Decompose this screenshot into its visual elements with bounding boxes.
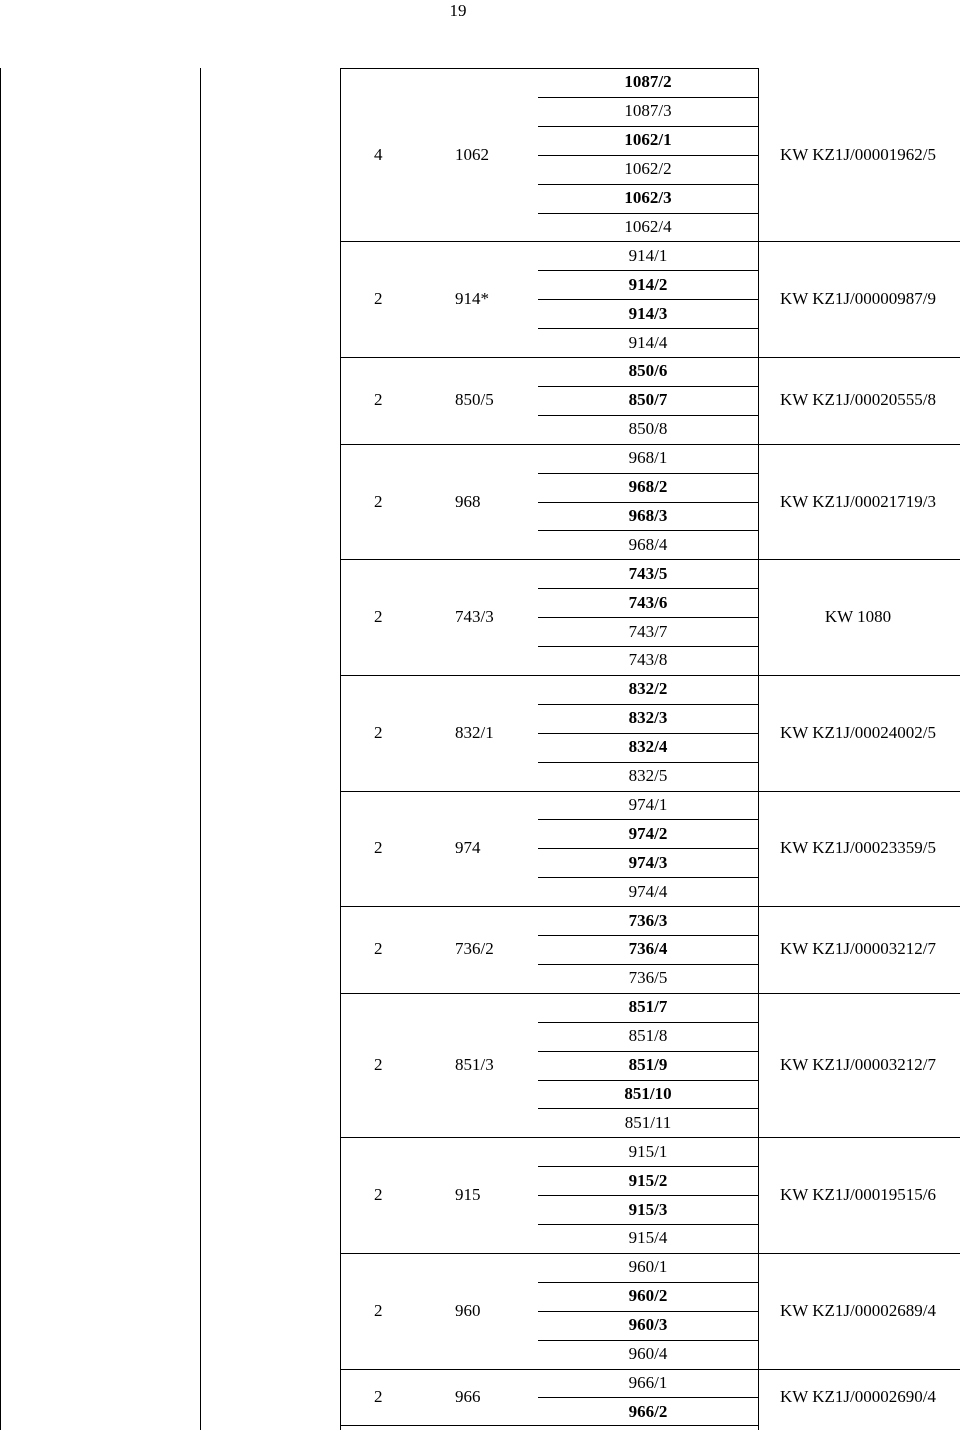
parcel-number: 960 (455, 1300, 481, 1320)
group-number: 2 (374, 1387, 383, 1407)
land-register-number: KW 1080 (824, 607, 892, 627)
sub-parcel-number: 960/3 (628, 1315, 668, 1335)
land-register-number: KW KZ1J/00000987/9 (780, 289, 936, 309)
row-divider (340, 1253, 960, 1254)
sub-parcel-number: 832/2 (628, 679, 668, 699)
sub-parcel-number: 1062/1 (624, 130, 672, 150)
row-divider (538, 1397, 758, 1398)
row-divider (538, 733, 758, 734)
group-number: 2 (374, 722, 383, 742)
sub-parcel-number: 974/2 (628, 823, 668, 843)
sub-parcel-number: 914/4 (628, 332, 668, 352)
group-number: 4 (374, 144, 383, 164)
row-divider (340, 241, 960, 242)
parcel-number: 851/3 (455, 1055, 494, 1075)
land-register-number: KW KZ1J/00023359/5 (780, 838, 936, 858)
row-divider (538, 1166, 758, 1167)
row-divider (538, 617, 758, 618)
sub-parcel-number: 974/3 (628, 852, 668, 872)
row-divider (538, 704, 758, 705)
sub-parcel-number: 915/4 (628, 1228, 668, 1248)
sub-parcel-number: 914/2 (628, 274, 668, 294)
group-number: 2 (374, 1300, 383, 1320)
sub-parcel-number: 851/10 (624, 1083, 672, 1103)
page-number: 19 (449, 1, 467, 20)
sub-parcel-number: 966/1 (628, 1372, 668, 1392)
row-divider (538, 328, 758, 329)
column-divider (340, 68, 341, 1430)
row-divider (538, 848, 758, 849)
column-divider (200, 68, 201, 1430)
row-divider (538, 762, 758, 763)
row-divider (538, 1282, 758, 1283)
row-divider (340, 1369, 960, 1370)
row-divider (538, 502, 758, 503)
row-divider (340, 1425, 758, 1426)
row-divider (340, 675, 960, 676)
sub-parcel-number: 968/2 (628, 477, 668, 497)
sub-parcel-number: 1062/2 (624, 159, 672, 179)
row-divider (538, 184, 758, 185)
row-divider (538, 386, 758, 387)
row-divider (340, 559, 960, 560)
sub-parcel-number: 915/1 (628, 1141, 668, 1161)
row-divider (538, 97, 758, 98)
row-divider (538, 299, 758, 300)
parcel-table (0, 68, 960, 1430)
sub-parcel-number: 914/3 (628, 303, 668, 323)
row-divider (340, 444, 960, 445)
row-divider (340, 906, 960, 907)
row-divider (538, 1195, 758, 1196)
group-number: 2 (374, 1055, 383, 1075)
sub-parcel-number: 850/7 (628, 390, 668, 410)
sub-parcel-number: 832/3 (628, 708, 668, 728)
sub-parcel-number: 1087/3 (624, 101, 672, 121)
parcel-number: 915 (455, 1185, 481, 1205)
parcel-number: 850/5 (455, 390, 494, 410)
sub-parcel-number: 851/8 (628, 1026, 668, 1046)
row-divider (538, 1022, 758, 1023)
row-divider (340, 357, 960, 358)
row-divider (538, 1080, 758, 1081)
sub-parcel-number: 736/4 (628, 939, 668, 959)
row-divider (340, 68, 758, 69)
parcel-number: 966 (455, 1387, 481, 1407)
parcel-number: 743/3 (455, 607, 494, 627)
group-number: 2 (374, 491, 383, 511)
column-divider (758, 68, 759, 1430)
row-divider (538, 213, 758, 214)
row-divider (538, 155, 758, 156)
row-divider (340, 791, 960, 792)
row-divider (538, 1224, 758, 1225)
sub-parcel-number: 960/2 (628, 1286, 668, 1306)
sub-parcel-number: 915/2 (628, 1170, 668, 1190)
sub-parcel-number: 743/7 (628, 621, 668, 641)
sub-parcel-number: 851/11 (624, 1112, 672, 1132)
table-border-left (0, 68, 1, 1430)
sub-parcel-number: 968/4 (628, 534, 668, 554)
sub-parcel-number: 1087/2 (624, 72, 672, 92)
sub-parcel-number: 960/1 (628, 1257, 668, 1277)
row-divider (538, 1051, 758, 1052)
parcel-number: 914* (455, 289, 489, 309)
group-number: 2 (374, 838, 383, 858)
sub-parcel-number: 850/8 (628, 419, 668, 439)
sub-parcel-number: 974/4 (628, 881, 668, 901)
row-divider (538, 270, 758, 271)
group-number: 2 (374, 939, 383, 959)
row-divider (340, 993, 960, 994)
row-divider (340, 1137, 960, 1138)
row-divider (538, 935, 758, 936)
sub-parcel-number: 736/3 (628, 910, 668, 930)
row-divider (538, 415, 758, 416)
sub-parcel-number: 974/1 (628, 794, 668, 814)
sub-parcel-number: 851/9 (628, 1055, 668, 1075)
sub-parcel-number: 743/8 (628, 650, 668, 670)
sub-parcel-number: 832/4 (628, 737, 668, 757)
land-register-number: KW KZ1J/00001962/5 (780, 144, 936, 164)
land-register-number: KW KZ1J/00002689/4 (780, 1300, 936, 1320)
row-divider (538, 819, 758, 820)
group-number: 2 (374, 289, 383, 309)
group-number: 2 (374, 607, 383, 627)
land-register-number: KW KZ1J/00003212/7 (780, 939, 936, 959)
row-divider (538, 646, 758, 647)
row-divider (538, 473, 758, 474)
row-divider (538, 964, 758, 965)
sub-parcel-number: 832/5 (628, 766, 668, 786)
parcel-number: 974 (455, 838, 481, 858)
land-register-number: KW KZ1J/00024002/5 (780, 722, 936, 742)
sub-parcel-number: 743/5 (628, 563, 668, 583)
row-divider (538, 1311, 758, 1312)
sub-parcel-number: 960/4 (628, 1344, 668, 1364)
sub-parcel-number: 850/6 (628, 361, 668, 381)
group-number: 2 (374, 390, 383, 410)
land-register-number: KW KZ1J/00003212/7 (780, 1055, 936, 1075)
sub-parcel-number: 1062/4 (624, 216, 672, 236)
row-divider (538, 877, 758, 878)
land-register-number: KW KZ1J/00021719/3 (780, 491, 936, 511)
sub-parcel-number: 743/6 (628, 592, 668, 612)
land-register-number: KW KZ1J/00019515/6 (780, 1185, 936, 1205)
sub-parcel-number: 968/3 (628, 505, 668, 525)
parcel-number: 1062 (455, 144, 489, 164)
group-number: 2 (374, 1185, 383, 1205)
row-divider (538, 1340, 758, 1341)
parcel-number: 832/1 (455, 722, 494, 742)
row-divider (538, 1108, 758, 1109)
row-divider (538, 588, 758, 589)
sub-parcel-number: 915/3 (628, 1199, 668, 1219)
land-register-number: KW KZ1J/00002690/4 (780, 1387, 936, 1407)
row-divider (538, 530, 758, 531)
sub-parcel-number: 736/5 (628, 968, 668, 988)
land-register-number: KW KZ1J/00020555/8 (780, 390, 936, 410)
sub-parcel-number: 1062/3 (624, 188, 672, 208)
row-divider (538, 126, 758, 127)
parcel-number: 736/2 (455, 939, 494, 959)
sub-parcel-number: 968/1 (628, 448, 668, 468)
sub-parcel-number: 851/7 (628, 997, 668, 1017)
parcel-number: 968 (455, 491, 481, 511)
sub-parcel-number: 914/1 (628, 245, 668, 265)
sub-parcel-number: 966/2 (628, 1401, 668, 1421)
